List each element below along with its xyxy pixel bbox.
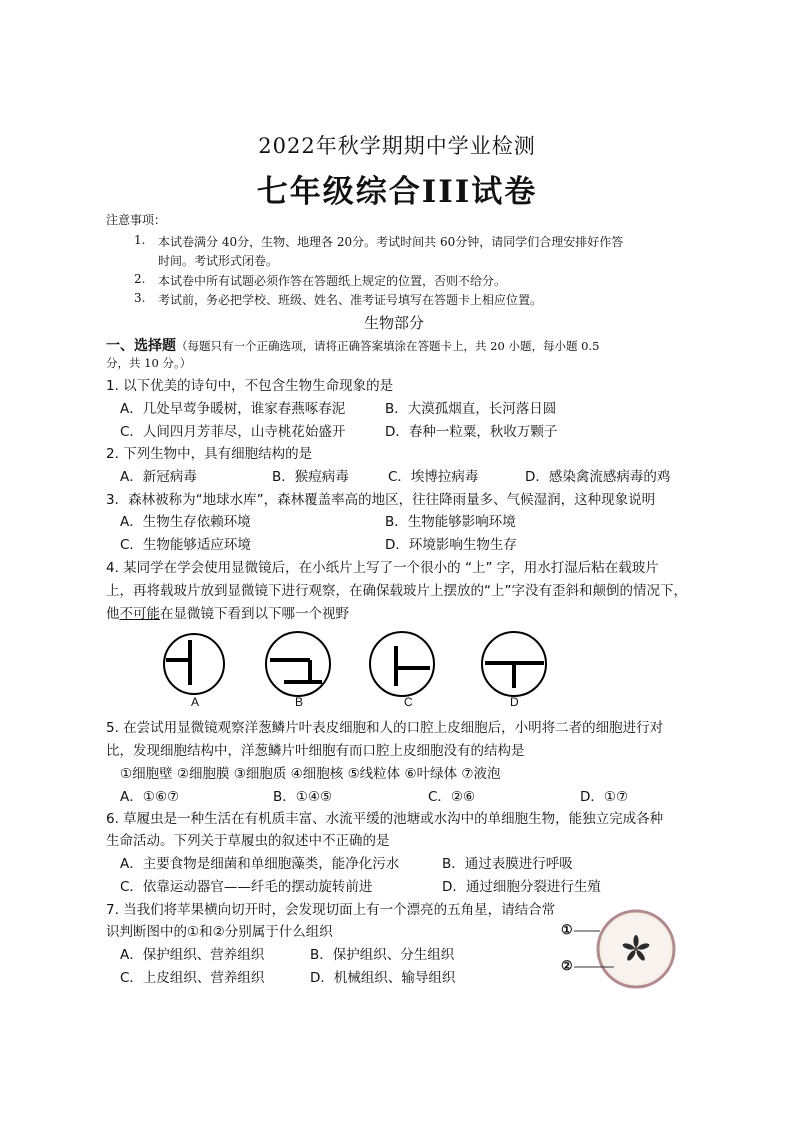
- section-title: 生物部分: [364, 314, 425, 332]
- exam-subtitle: 七年级综合III试卷: [256, 174, 538, 210]
- q4-line2: 上，再将载玻片放到显微镜下进行观察，在确保载玻片上摆放的“上”字没有歪斜和颠倒的情况下，: [106, 583, 687, 599]
- part1-desc-line2: 分，共 10 分。）: [106, 356, 192, 370]
- q5-option-b: B．①④⑤: [273, 789, 333, 805]
- q1-option-d: D．春种一粒粟，秋收万颗子: [385, 424, 558, 440]
- q5-option-a: A．①⑥⑦: [120, 789, 180, 805]
- q5-line1: 5. 在尝试用显微镜观察洋葱鳞片叶表皮细胞和人的口腔上皮细胞后，小明将二者的细胞进行对: [106, 720, 664, 736]
- q3-option-a: A．生物生存依赖环境: [120, 514, 251, 530]
- exam-title: 2022年秋学期期中学业检测: [258, 134, 536, 158]
- notice-item-1-line2: 时间。考试形式闭卷。: [158, 254, 279, 268]
- q2-option-c: C．埃博拉病毒: [388, 469, 479, 485]
- q6-option-c: C．依靠运动器官——纤毛的摆动旋转前进: [120, 879, 373, 895]
- q6-line2: 生命活动。下列关于草履虫的叙述中不正确的是: [106, 833, 390, 849]
- q7-line2: 识判断图中的①和②分别属于什么组织: [106, 924, 333, 940]
- view-b: [266, 632, 330, 696]
- q7-option-c: C．上皮组织、营养组织: [120, 970, 265, 986]
- notice-item-3-num: 3.: [134, 291, 146, 305]
- q4-line3: [106, 602, 349, 622]
- q4-line3-pre: 他: [106, 606, 120, 622]
- q2-option-d: D．感染禽流感病毒的鸡: [525, 469, 671, 485]
- q3-option-c: C．生物能够适应环境: [120, 537, 251, 553]
- q1-option-b: B．大漠孤烟直，长河落日圆: [385, 401, 557, 417]
- notice-heading: 注意事项：: [106, 213, 167, 227]
- q3-option-d: D．环境影响生物生存: [385, 537, 517, 553]
- q4-line3-post: 在显微镜下看到以下哪一个视野: [160, 606, 349, 622]
- q2-option-a: A．新冠病毒: [120, 469, 197, 485]
- notice-item-1-num: 1.: [134, 233, 146, 247]
- q2-stem: 2. 下列生物中，具有细胞结构的是: [106, 446, 313, 462]
- notice-item-1-line1: 本试卷满分 40分，生物、地理各 20分。考试时间共 60分钟，请同学们合理安排好作答: [158, 235, 624, 249]
- q7-option-d: D．机械组织、输导组织: [310, 970, 456, 986]
- q6-option-b: B．通过表膜进行呼吸: [442, 856, 573, 872]
- part1-header: [106, 335, 599, 355]
- apple-marker-2: ②: [561, 959, 573, 974]
- apple-cross-section: [556, 905, 681, 997]
- view-d: [482, 632, 546, 696]
- q3-stem: 3．森林被称为“地球水库”，森林覆盖率高的地区，往往降雨量多、气候湿润，这种现象说明: [106, 492, 656, 508]
- notice-item-3-line1: 考试前，务必把学校、班级、姓名、准考证号填写在答题卡上相应位置。: [158, 293, 543, 307]
- q5-option-c: C．②⑥: [428, 789, 476, 805]
- view-a: [164, 634, 224, 694]
- view-label-d: D: [510, 695, 519, 709]
- q5-option-d: D．①⑦: [580, 789, 629, 805]
- q7-line1: 7. 当我们将苹果横向切开时，会发现切面上有一个漂亮的五角星，请结合常: [106, 902, 556, 918]
- q4-line1: 4. 某同学在学会使用显微镜后，在小纸片上写了一个很小的 “上” 字，用水打湿后粘在载玻片: [106, 560, 659, 576]
- q3-option-b: B．生物能够影响环境: [385, 514, 516, 530]
- q1-stem: 1. 以下优美的诗句中，不包含生物生命现象的是: [106, 378, 394, 394]
- q6-line1: 6. 草履虫是一种生活在有机质丰富、水流平缓的池塘或水沟中的单细胞生物，能独立完成各种: [106, 811, 664, 827]
- apple-marker-1: ①: [561, 923, 573, 938]
- microscope-views: [160, 630, 560, 710]
- view-c: [370, 632, 434, 696]
- part1-label: 一、选择题: [106, 338, 176, 354]
- q5-structure-list: ①细胞壁 ②细胞膜 ③细胞质 ④细胞核 ⑤线粒体 ⑥叶绿体 ⑦液泡: [120, 766, 501, 782]
- q7-option-a: A．保护组织、营养组织: [120, 947, 265, 963]
- q4-line3-emphasis: 不可能: [119, 606, 160, 622]
- q6-option-a: A．主要食物是细菌和单细胞藻类，能净化污水: [120, 856, 400, 872]
- q6-option-d: D．通过细胞分裂进行生殖: [442, 879, 601, 895]
- q5-line2: 比，发现细胞结构中，洋葱鳞片叶细胞有而口腔上皮细胞没有的结构是: [106, 743, 525, 759]
- notice-item-2-num: 2.: [134, 272, 146, 286]
- q1-option-a: A．几处早莺争暖树，谁家春燕啄春泥: [120, 401, 346, 417]
- view-label-c: C: [404, 695, 413, 709]
- notice-item-2-line1: 本试卷中所有试题必须作答在答题纸上规定的位置，否则不给分。: [158, 274, 507, 288]
- q2-option-b: B．猴痘病毒: [272, 469, 349, 485]
- part1-desc-line1: （每题只有一个正确选项，请将正确答案填涂在答题卡上，共 20 小题，每小题 0.5: [176, 339, 600, 353]
- q7-option-b: B．保护组织、分生组织: [310, 947, 455, 963]
- q1-option-c: C．人间四月芳菲尽，山寺桃花始盛开: [120, 424, 346, 440]
- view-label-b: B: [295, 695, 304, 709]
- view-label-a: A: [191, 695, 200, 709]
